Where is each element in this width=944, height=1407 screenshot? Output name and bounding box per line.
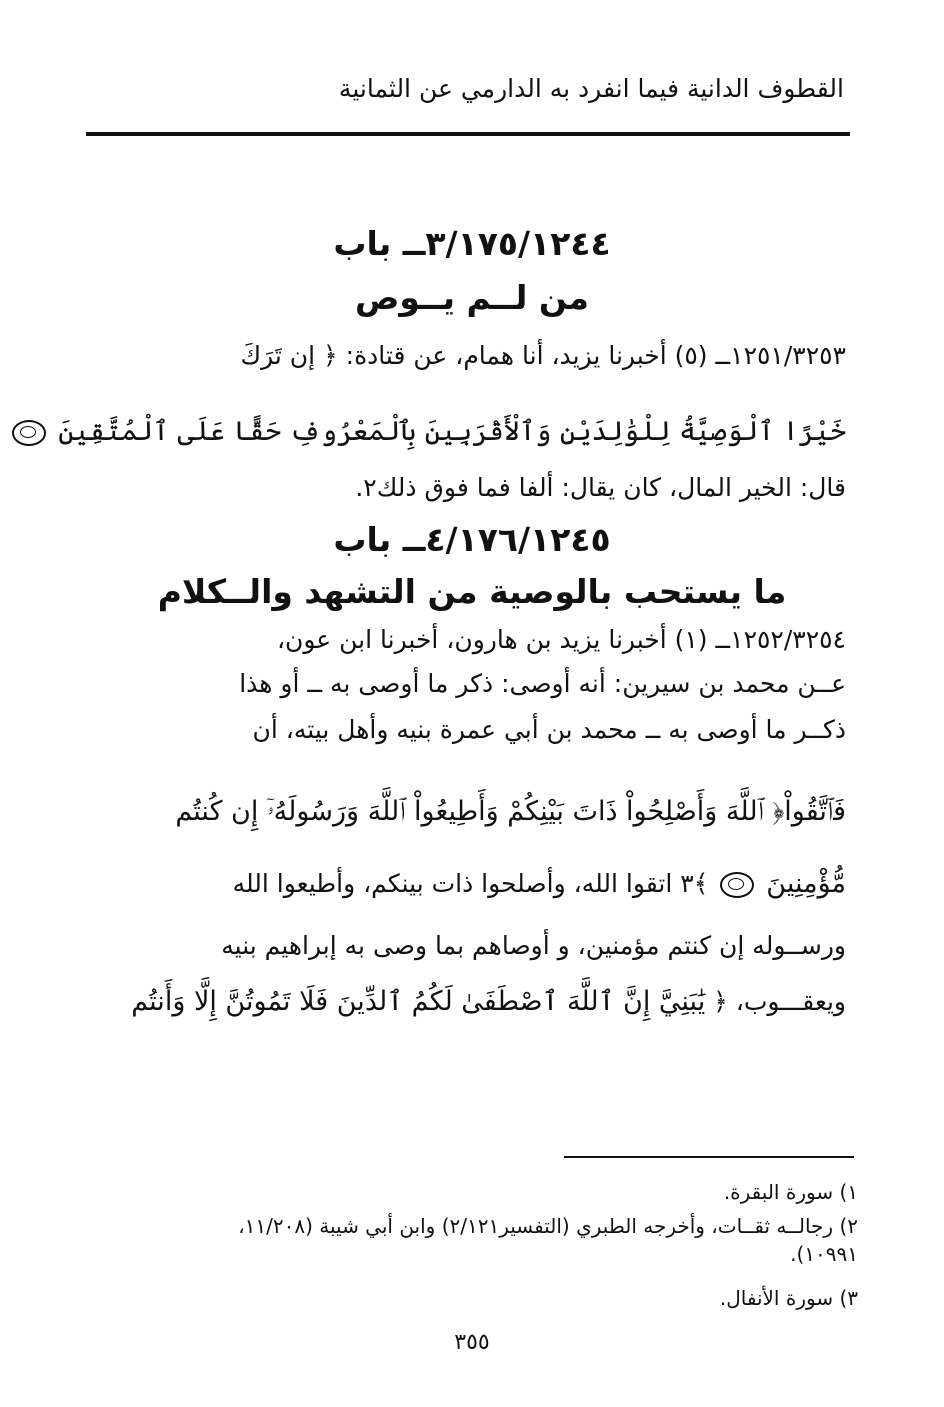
hadith-2-line-3: ذكــر ما أوصى به ــ محمد بن أبي عمرة بنيه وأهل بيته، أن (252, 715, 846, 744)
footnote-2-continuation (88, 1240, 858, 1268)
chapter-title-1: من لــم يــوص (355, 278, 589, 317)
footnote-2 (88, 1212, 858, 1240)
hadith-2-line-6: ورســوله إن كنتم مؤمنين، و أوصاهم بما وصى به إبراهيم بنيه (221, 931, 846, 960)
footnote-text: رجالــه ثقــات، وأخرجه الطبري (التفسير٢/١٢١) وابن أبي شيبة (١١/٢٠٨، (238, 1214, 834, 1238)
hadith-2-line-7 (84, 980, 846, 1024)
verse-close-bracket: ﴾٣ (680, 869, 709, 898)
footnote-1 (88, 1178, 858, 1206)
footnote-text: سورة البقرة. (723, 1180, 834, 1204)
footnote-marker: ٢) (839, 1214, 858, 1238)
footnote-text: سورة الأنفال. (719, 1286, 834, 1310)
chapter-title-2: ما يستحب بالوصية من التشهد والــكلام (157, 572, 787, 611)
footnote-rule (564, 1156, 854, 1158)
chapter-heading-1: ٣/١٧٥/١٢٤٤ــ باب (333, 224, 611, 263)
footnote-text: ١٠٩٩١). (790, 1242, 858, 1266)
hadith-1-line-1: ١٢٥١/٣٢٥٣ــ (٥) أخبرنا يزيد، أنا همام، عن قتادة: ﴿ إن تَرَكَ (240, 341, 846, 370)
verse-number-medallion-icon (720, 872, 754, 898)
header-rule (86, 132, 850, 136)
hadith-2-line-1: ١٢٥٢/٣٢٥٤ــ (١) أخبرنا يزيد بن هارون، أخبرنا ابن عون، (276, 625, 846, 654)
quran-verse: خَيْرًا ٱلْوَصِيَّةُ لِلْوَٰلِدَيْنِ وَٱلْأَقْرَبِينَ بِٱلْمَعْرُوفِ حَقًّا عَلَى ٱلْمُتَّقِينَ (58, 416, 846, 447)
hadith-2-line-2: عــن محمد بن سيرين: أنه أوصى: ذكر ما أوصى به ــ أو هذا (239, 669, 846, 698)
footnote-marker: ٣) (839, 1286, 858, 1310)
running-header: القطوف الدانية فيما انفرد به الدارمي عن الثمانية (338, 74, 844, 103)
page-number: ٣٥٥ (454, 1330, 490, 1355)
verse-number-medallion-icon (12, 420, 46, 446)
hadith-1-verse-line (58, 410, 846, 454)
quran-verse-end: مُّؤْمِنِينَ (766, 868, 846, 899)
hadith-2-line-7-text: ويعقـــوب، ﴿ (713, 987, 846, 1016)
chapter-heading-2: ٤/١٧٦/١٢٤٥ــ باب (333, 520, 611, 559)
hadith-2-verse-line-2 (84, 862, 846, 906)
quran-verse-yusuf: يَٰبَنِيَّ إِنَّ ٱللَّهَ ٱصْطَفَىٰ لَكُمُ ٱلدِّينَ فَلَا تَمُوتُنَّ إِلَّا وَأَنتُم (131, 986, 706, 1017)
footnote-marker: ١) (839, 1180, 858, 1204)
hadith-1-line-3: قال: الخير المال، كان يقال: ألفا فما فوق ذلك٢. (355, 473, 846, 502)
hadith-2-verse-line-1: فَٱتَّقُواْ﴿ ٱللَّهَ وَأَصْلِحُواْ ذَاتَ بَيْنِكُمْ وَأَطِيعُواْ ٱللَّهَ وَرَسُولَهُۥٓ إِن كُنتُم (175, 796, 846, 827)
hadith-2-line-5-text: اتقوا الله، وأصلحوا ذات بينكم، وأطيعوا الله (232, 869, 673, 898)
footnote-3 (88, 1284, 858, 1312)
